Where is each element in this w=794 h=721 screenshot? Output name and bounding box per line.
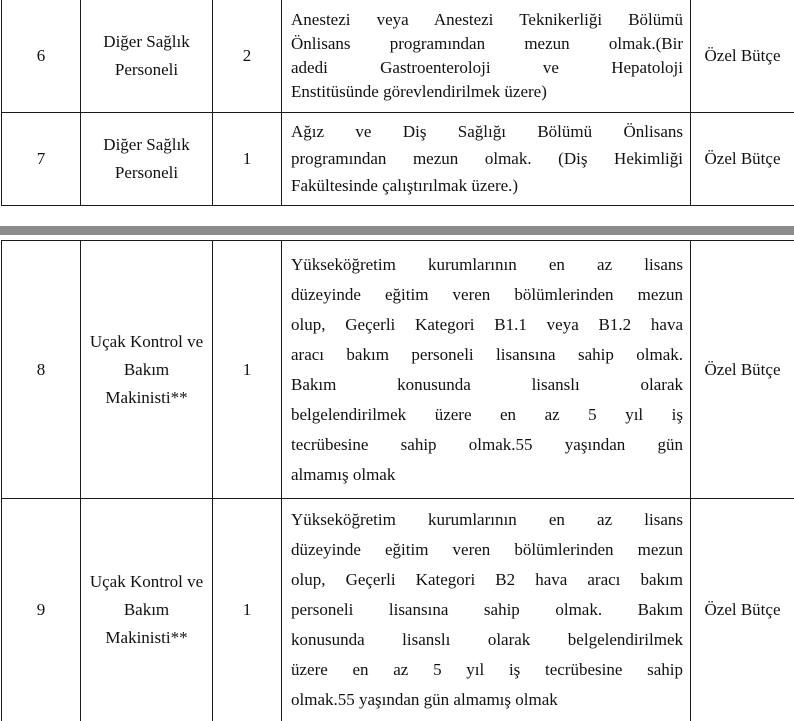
qualification-line: Yükseköğretim kurumlarının en az lisans xyxy=(291,250,683,280)
qualification-line: üzere en az 5 yıl iş tecrübesine sahip xyxy=(291,655,683,685)
qualification-line: konusunda lisanslı olarak belgelendirilmek xyxy=(291,625,683,655)
qualification-line: aracı bakım personeli lisansına sahip olmak. xyxy=(291,340,683,370)
qualification-line: düzeyinde eğitim veren bölümlerinden mezun xyxy=(291,280,683,310)
position-title-line: Makinisti** xyxy=(81,624,212,652)
qualification-line: adedi Gastroenteroloji ve Hepatoloji xyxy=(291,56,683,80)
qualification-line: Anestezi veya Anestezi Teknikerliği Bölümü xyxy=(291,8,683,32)
row-number: 6 xyxy=(2,0,81,112)
position-title-line: Uçak Kontrol ve xyxy=(81,328,212,356)
qualification-line: belgelendirilmek üzere en az 5 yıl iş xyxy=(291,400,683,430)
qualification-line: Önlisans programından mezun olmak.(Bir xyxy=(291,32,683,56)
table-row-6 xyxy=(2,0,794,112)
position-title xyxy=(81,241,213,499)
qualification-line: Enstitüsünde görevlendirilmek üzere) xyxy=(291,80,683,104)
staff-table-bottom xyxy=(1,240,794,721)
qualification-text xyxy=(282,118,690,199)
qualification-line: Ağız ve Diş Sağlığı Bölümü Önlisans xyxy=(291,118,683,145)
position-title-line: Personeli xyxy=(81,159,212,187)
qualification-line: olup, Geçerli Kategori B2 hava aracı bakım xyxy=(291,565,683,595)
qualification-text xyxy=(282,250,690,490)
qualification-cell xyxy=(282,499,691,721)
table-row-8 xyxy=(2,241,794,499)
position-title-line: Uçak Kontrol ve xyxy=(81,568,212,596)
budget-type: Özel Bütçe xyxy=(691,0,794,112)
qualification-line: olmak.55 yaşından gün almamış olmak xyxy=(291,685,683,715)
position-title xyxy=(81,112,213,205)
qualification-line: programından mezun olmak. (Diş Hekimliği xyxy=(291,145,683,172)
qualification-line: personeli lisansına sahip olmak. Bakım xyxy=(291,595,683,625)
position-title-line: Makinisti** xyxy=(81,384,212,412)
row-number: 8 xyxy=(2,241,81,499)
row-number: 9 xyxy=(2,499,81,721)
position-title xyxy=(81,499,213,721)
position-title-line: Diğer Sağlık xyxy=(81,28,212,56)
qualification-cell xyxy=(282,0,691,112)
table-row-9 xyxy=(2,499,794,721)
position-title xyxy=(81,0,213,112)
position-count: 1 xyxy=(213,499,282,721)
budget-type: Özel Bütçe xyxy=(691,241,794,499)
qualification-line: olup, Geçerli Kategori B1.1 veya B1.2 hava xyxy=(291,310,683,340)
qualification-line: Bakım konusunda lisanslı olarak xyxy=(291,370,683,400)
qualification-line: tecrübesine sahip olmak.55 yaşından gün xyxy=(291,430,683,460)
page-separator xyxy=(0,226,794,235)
position-title-line: Diğer Sağlık xyxy=(81,131,212,159)
position-title-line: Bakım xyxy=(81,356,212,384)
position-count: 1 xyxy=(213,112,282,205)
qualification-text xyxy=(282,8,690,104)
qualification-line: almamış olmak xyxy=(291,460,683,490)
staff-table-top xyxy=(1,0,794,206)
budget-type: Özel Bütçe xyxy=(691,499,794,721)
position-title-line: Personeli xyxy=(81,56,212,84)
qualification-line: Fakültesinde çalıştırılmak üzere.) xyxy=(291,172,683,199)
position-count: 2 xyxy=(213,0,282,112)
position-title-line: Bakım xyxy=(81,596,212,624)
budget-type: Özel Bütçe xyxy=(691,112,794,205)
qualification-cell xyxy=(282,241,691,499)
table-row-7 xyxy=(2,112,794,205)
position-count: 1 xyxy=(213,241,282,499)
qualification-line: Yükseköğretim kurumlarının en az lisans xyxy=(291,505,683,535)
row-number: 7 xyxy=(2,112,81,205)
qualification-text xyxy=(282,505,690,715)
qualification-line: düzeyinde eğitim veren bölümlerinden mezun xyxy=(291,535,683,565)
qualification-cell xyxy=(282,112,691,205)
